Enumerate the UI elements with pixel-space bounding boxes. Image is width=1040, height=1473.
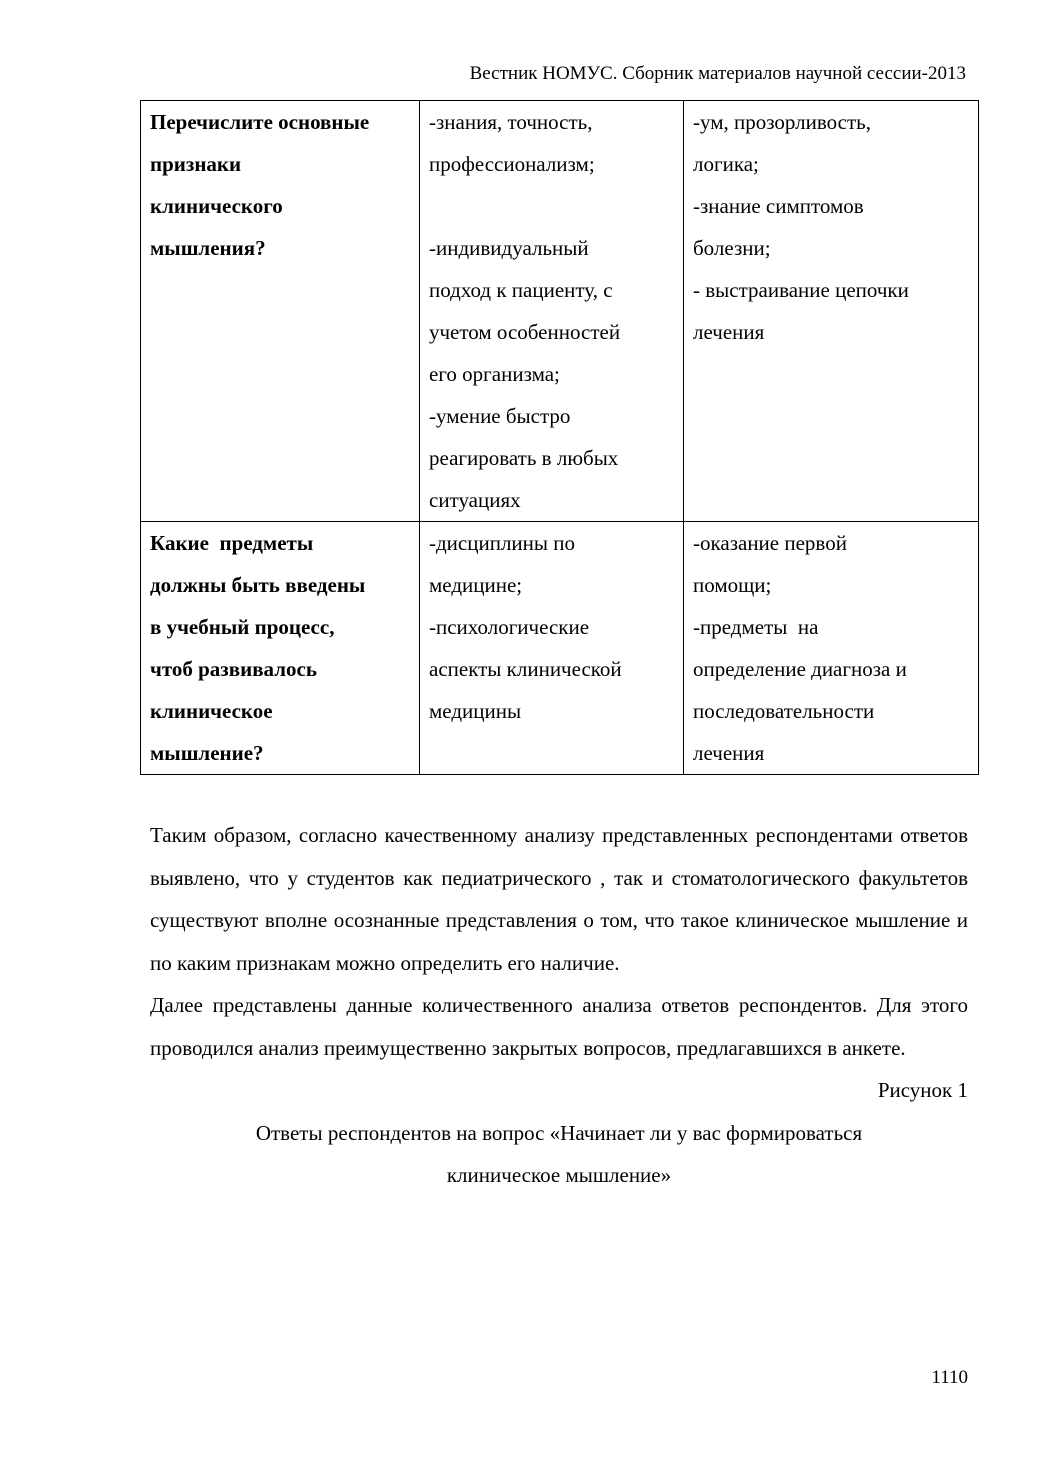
- figure-number: Рисунок 1: [877, 1078, 968, 1102]
- cell-line: Какие предметы: [150, 531, 314, 555]
- page-number: 1110: [931, 1367, 968, 1388]
- paragraph-conclusion: Таким образом, согласно качественному анализу представленных респондентами ответов выявлено, что у студентов как педиатрического , так и стоматологического факультетов существуют вполне осознанные представления о том, что такое клиническое мышление и по каким признакам можно определить его наличие.: [150, 823, 968, 975]
- cell-line: болезни;: [693, 236, 771, 260]
- cell-line: мышление?: [150, 741, 264, 765]
- cell-line: помощи;: [693, 573, 772, 597]
- cell-line: -предметы на: [693, 615, 819, 639]
- cell-line: профессионализм;: [429, 152, 595, 176]
- cell-line: чтоб развивалось: [150, 657, 317, 681]
- cell-line: мышления?: [150, 236, 266, 260]
- cell-line: аспекты клинической: [429, 657, 622, 681]
- cell-line: логика;: [693, 152, 759, 176]
- cell-line: подход к пациенту, с: [429, 278, 613, 302]
- cell-blank-line: [429, 185, 674, 227]
- table-row: [141, 522, 979, 775]
- cell-line: лечения: [693, 741, 765, 765]
- cell-line: медицине;: [429, 573, 523, 597]
- cell-line: его организма;: [429, 362, 560, 386]
- cell-line: -знания, точность,: [429, 110, 593, 134]
- cell-line: -знание симптомов: [693, 194, 864, 218]
- cell-line: Перечислите основные: [150, 110, 370, 134]
- cell-line: -ум, прозорливость,: [693, 110, 871, 134]
- cell-line: в учебный процесс,: [150, 615, 335, 639]
- cell-line: клиническое: [150, 699, 273, 723]
- running-header: Вестник НОМУС. Сборник материалов научной сессии-2013: [469, 63, 966, 84]
- cell-line: -оказание первой: [693, 531, 847, 555]
- cell-line: лечения: [693, 320, 765, 344]
- question-cell: [141, 101, 420, 522]
- cell-line: реагировать в любых: [429, 446, 619, 470]
- cell-line: -психологические: [429, 615, 590, 639]
- answer-cell-1: [420, 522, 684, 775]
- cell-line: - выстраивание цепочки: [693, 278, 909, 302]
- answer-cell-2: [684, 101, 979, 522]
- cell-line: учетом особенностей: [429, 320, 621, 344]
- cell-line: последовательности: [693, 699, 875, 723]
- answer-cell-2: [684, 522, 979, 775]
- body-text: [150, 814, 968, 1197]
- cell-line: -умение быстро: [429, 404, 571, 428]
- cell-line: должны быть введены: [150, 573, 366, 597]
- cell-line: ситуациях: [429, 488, 521, 512]
- cell-line: -индивидуальный: [429, 236, 589, 260]
- question-cell: [141, 522, 420, 775]
- cell-line: клинического: [150, 194, 283, 218]
- cell-line: определение диагноза и: [693, 657, 907, 681]
- paragraph-quantitative-intro: Далее представлены данные количественного анализа ответов респондентов. Для этого проводился анализ преимущественно закрытых вопросов, предлагавшихся в анкете.: [150, 993, 968, 1060]
- figure-caption-line-1: Ответы респондентов на вопрос «Начинает ли у вас формироваться: [255, 1120, 863, 1145]
- answer-cell-1: [420, 101, 684, 522]
- cell-line: -дисциплины по: [429, 531, 576, 555]
- survey-answers-table: [140, 100, 979, 775]
- cell-line: признаки: [150, 152, 242, 176]
- figure-caption-line-2: клиническое мышление»: [446, 1163, 672, 1187]
- table-row: [141, 101, 979, 522]
- cell-line: медицины: [429, 699, 522, 723]
